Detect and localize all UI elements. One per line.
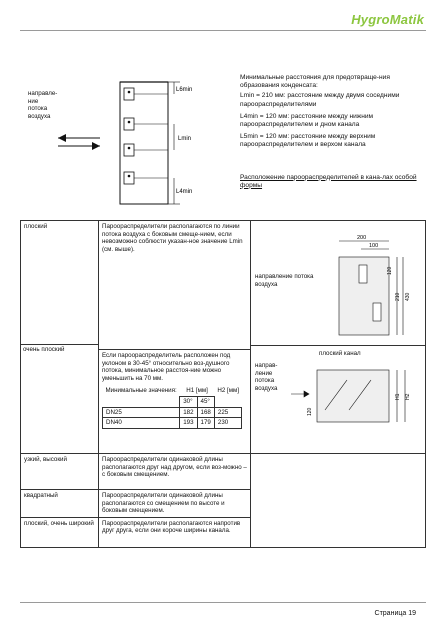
- fig1-dim-120: 120: [387, 266, 393, 275]
- table-row: [21, 454, 426, 490]
- top-text-block: [240, 74, 426, 190]
- dim-l4min: L4min: [176, 189, 193, 195]
- dn40-30: 193: [180, 418, 197, 429]
- fig1-dim-200: 200: [357, 235, 367, 241]
- shape-cell: узкий, высокий: [21, 454, 99, 490]
- dn25-30: 182: [180, 407, 197, 418]
- very-flat-duct-figure: [289, 360, 419, 440]
- logo-text-hygro: Hygro: [351, 12, 390, 27]
- intro-text: Минимальные расстояния для предотвраще-ния образования конденсата:: [240, 74, 390, 90]
- fig2-flow-label: направ- ление потока воздуха: [255, 362, 278, 392]
- min-values-table: [102, 386, 242, 428]
- l4min-text: L4min = 120 мм: расстояние между нижним пароораспределителем и дном канала: [240, 112, 374, 129]
- flat-channel-title: плоский канал: [319, 350, 361, 357]
- fig2-dim-h1: H1: [395, 393, 401, 400]
- dn40-45: 179: [197, 418, 214, 429]
- l5min-text: L5min = 120 мм: расстояние между верхним пароораспределителем и верхом канала: [240, 133, 376, 149]
- lmin-text: Lmin = 210 мм: расстояние между двумя соседними пароораспределителями: [240, 92, 400, 108]
- page-number: Страница 19: [374, 610, 416, 617]
- description-cell: Пароораспределители располагаются напротив друг друга, если они короче ширины канала.: [99, 517, 251, 547]
- h2-header: H2 [мм]: [217, 387, 239, 395]
- angle-30: 30°: [180, 396, 197, 407]
- row-divider: [20, 344, 98, 345]
- dim-lmin: Lmin: [178, 136, 192, 142]
- dn40-h2: 230: [214, 418, 242, 429]
- header-rule: [20, 30, 426, 31]
- description-cell: Пароораспределители одинаковой длины располагаются со смещением по высоте и боковым смещением.: [99, 490, 251, 518]
- table-row: DN40: [103, 418, 180, 429]
- description-cell: Пароораспределители располагаются по линии потока воздуха с боковым смеще-нием, если невозможно соблюсти указан-ное значение Lmin (см. выше).: [102, 223, 243, 253]
- very-flat-desc: Если пароораспределитель расположен под уклоном в 30-45° относительно воз-душного потока, минимальное расстоя-ние можно уменьшить на 70 мм.: [102, 352, 231, 382]
- dim-l6min: L6min: [176, 87, 193, 93]
- special-shape-caption: Расположение пароораспределителей в кана-лах особой формы: [240, 173, 417, 189]
- table-row: [21, 221, 426, 454]
- shape-cell: квадратный: [21, 490, 99, 518]
- top-spacing-diagram: [20, 70, 220, 210]
- fig2-dim-h2: H2: [405, 393, 411, 400]
- logo-text-matik: Matik: [389, 12, 424, 27]
- fig1-dim-430: 430: [405, 292, 411, 301]
- dn25-h2: 225: [214, 407, 242, 418]
- h1-header: H1 [мм]: [186, 387, 208, 395]
- description-cell: Пароораспределители одинаковой длины располагаются друг над другом, если воз-можно – с боковым смещением.: [99, 454, 251, 490]
- footer-rule: [20, 602, 426, 603]
- airflow-label-top: направле- ние потока воздуха: [28, 90, 58, 120]
- flat-duct-figure: [311, 229, 421, 341]
- shape-very-flat: очень плоский: [23, 346, 65, 353]
- shape-cell: плоский, очень широкий: [21, 517, 99, 547]
- fig1-dim-210: 210: [395, 292, 401, 301]
- dn25-45: 168: [197, 407, 214, 418]
- duct-shapes-table: [20, 220, 426, 548]
- flat-fig-flow-label: направление потока воздуха: [255, 273, 314, 288]
- table-row: DN25: [103, 407, 180, 418]
- shape-cell: плоский: [21, 221, 99, 454]
- fig2-dim-120: 120: [307, 407, 313, 416]
- fig1-dim-100: 100: [369, 243, 379, 249]
- hygromatik-logo: [351, 12, 424, 27]
- figures-cell: [251, 221, 426, 454]
- min-values-label: Минимальные значения:: [105, 387, 177, 395]
- angle-45: 45°: [197, 396, 214, 407]
